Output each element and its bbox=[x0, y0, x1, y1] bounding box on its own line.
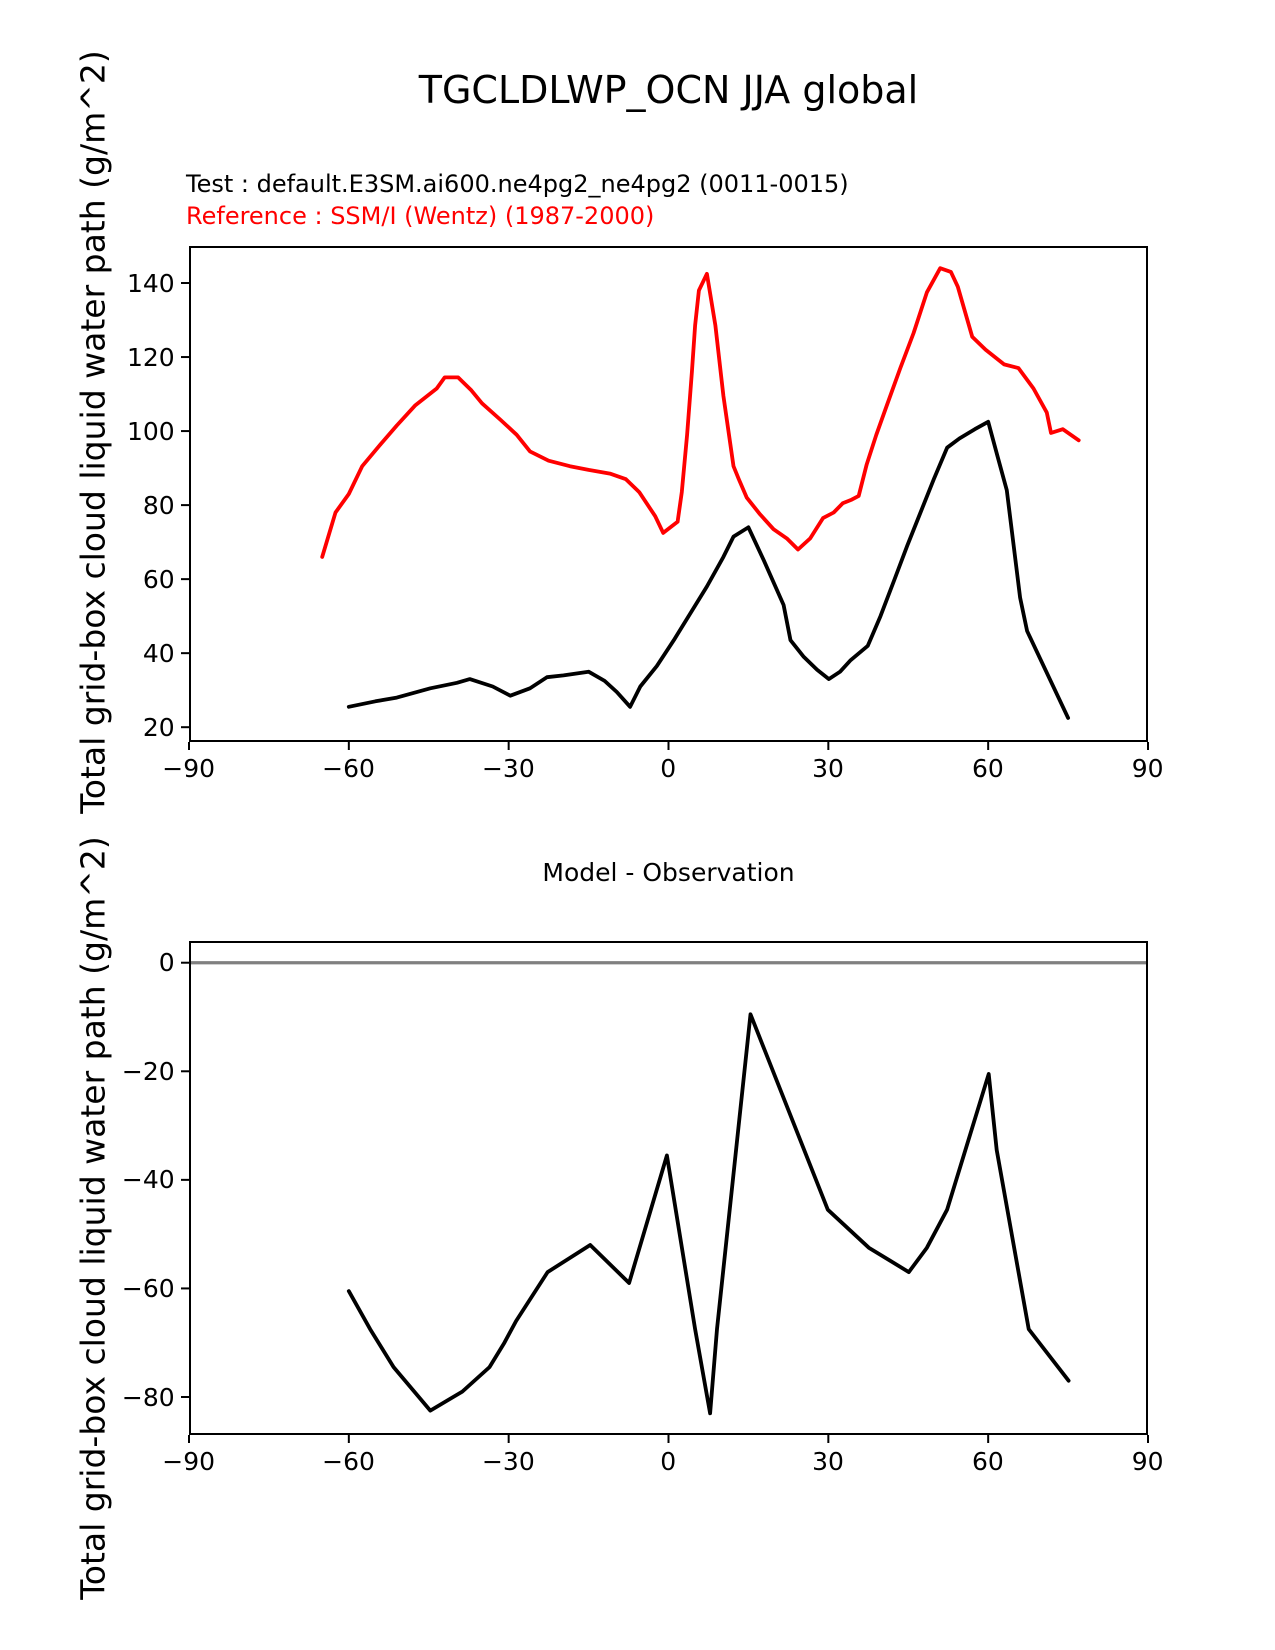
bottom-chart-canvas bbox=[189, 941, 1148, 1435]
bottom-chart-ytick-label: −60 bbox=[121, 1273, 175, 1303]
top-chart-series-line-0 bbox=[348, 422, 1067, 718]
top-chart-spines bbox=[190, 247, 1147, 741]
bottom-chart-xtick-label: 30 bbox=[812, 1447, 844, 1476]
bottom-chart-ytick-label: −40 bbox=[121, 1165, 175, 1195]
top-chart-ytick-label: 120 bbox=[126, 342, 175, 372]
legend bbox=[186, 168, 849, 232]
top-chart-xtick-label: −90 bbox=[162, 754, 216, 783]
bottom-chart-xtick-label: 0 bbox=[660, 1447, 677, 1476]
figure-title: TGCLDLWP_OCN JJA global bbox=[418, 68, 919, 112]
top-chart-xtick-label: −60 bbox=[322, 754, 375, 783]
top-chart-xtick-label: −30 bbox=[481, 754, 535, 783]
top-chart-series-line-1 bbox=[322, 268, 1078, 557]
top-chart-ylabel: Total grid-box cloud liquid water path (g/m^2) bbox=[73, 50, 113, 814]
bottom-chart-ytick-label: −80 bbox=[121, 1382, 175, 1412]
bottom-chart-xtick-label: 90 bbox=[1131, 1447, 1164, 1476]
bottom-chart-xtick-label: −90 bbox=[162, 1447, 216, 1476]
top-chart-ytick-label: 80 bbox=[142, 490, 175, 520]
top-chart-xtick-label: 60 bbox=[971, 754, 1004, 783]
bottom-chart-xtick-label: −60 bbox=[322, 1447, 375, 1476]
top-chart-xtick-label: 30 bbox=[812, 754, 844, 783]
bottom-chart-title: Model - Observation bbox=[542, 858, 795, 887]
bottom-chart-xtick-label: 60 bbox=[971, 1447, 1004, 1476]
legend-reference-label: Reference : SSM/I (Wentz) (1987-2000) bbox=[186, 202, 655, 230]
bottom-chart-series-line-0 bbox=[348, 1014, 1068, 1413]
top-chart-ytick-label: 100 bbox=[126, 416, 175, 446]
top-chart-ytick-label: 60 bbox=[142, 564, 175, 594]
bottom-chart-ytick-label: −20 bbox=[121, 1056, 175, 1086]
top-chart-ytick-label: 140 bbox=[126, 268, 175, 298]
bottom-chart-ylabel: Total grid-box cloud liquid water path (g/m^2) bbox=[73, 836, 113, 1600]
bottom-chart-xtick-label: −30 bbox=[481, 1447, 535, 1476]
bottom-chart-ytick-label: 0 bbox=[158, 948, 175, 978]
top-chart-ytick-label: 20 bbox=[142, 712, 175, 742]
top-chart-canvas bbox=[189, 246, 1148, 742]
top-chart-ytick-label: 40 bbox=[142, 638, 175, 668]
top-chart-xtick-label: 90 bbox=[1131, 754, 1164, 783]
top-chart-xtick-label: 0 bbox=[660, 754, 677, 783]
legend-test-label: Test : default.E3SM.ai600.ne4pg2_ne4pg2 (0011-0015) bbox=[186, 170, 849, 198]
